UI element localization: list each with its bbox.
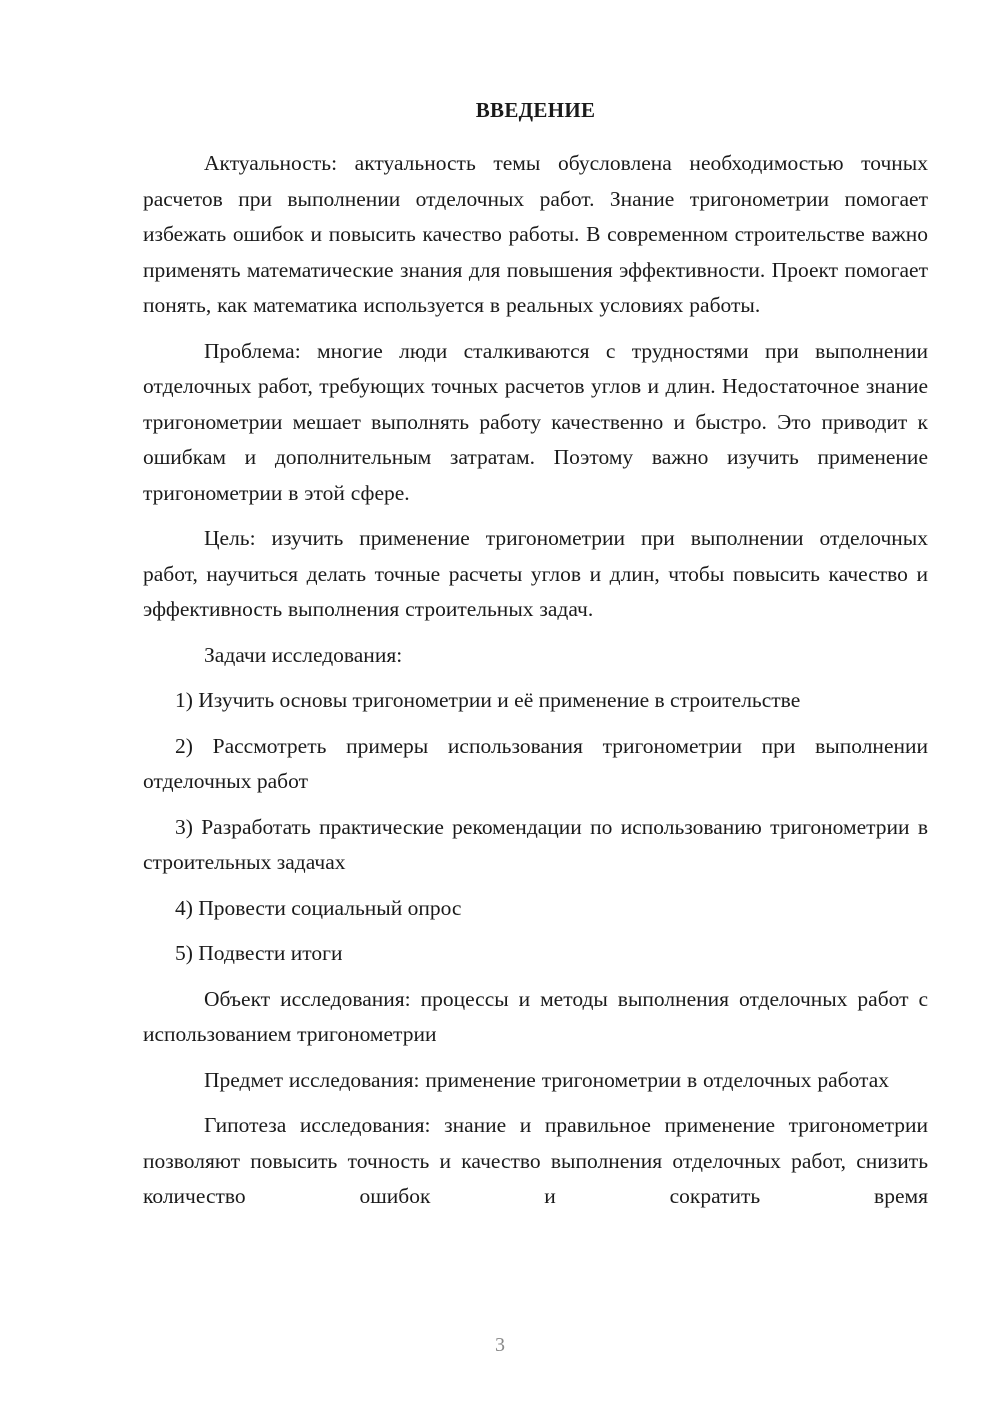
section-title: ВВЕДЕНИЕ	[475, 98, 596, 122]
paragraph-hypothesis: Гипотеза исследования: знание и правильное применение тригонометрии позволяют повысить точность и качество выполнения отделочных работ, снизить количество ошибок и сократить время	[143, 1113, 928, 1208]
paragraph-object: Объект исследования: процессы и методы выполнения отделочных работ с использованием тригонометрии	[143, 986, 928, 1046]
task-item-2: 2) Рассмотреть примеры использования тригонометрии при выполнении отделочных работ	[143, 733, 928, 793]
page-number: 3	[495, 1334, 505, 1356]
task-item-3: 3) Разработать практические рекомендации по использованию тригонометрии в строительных задачах	[143, 814, 928, 874]
paragraph-goal: Цель: изучить применение тригонометрии при выполнении отделочных работ, научиться делать точные расчеты углов и длин, чтобы повысить качество и эффективность выполнения строительных задач.	[143, 526, 928, 621]
task-item-4: 4) Провести социальный опрос	[175, 895, 462, 920]
tasks-heading: Задачи исследования:	[204, 642, 403, 667]
paragraph-problem: Проблема: многие люди сталкиваются с трудностями при выполнении отделочных работ, требующих точных расчетов углов и длин. Недостаточное знание тригонометрии мешает выполнять работу качественно и быстро. Это приводит к ошибкам и дополнительным затратам. Поэтому важно изучить применение тригонометрии в этой сфере.	[143, 338, 928, 505]
document-page	[143, 96, 928, 1225]
task-item-5: 5) Подвести итоги	[175, 941, 343, 965]
paragraph-relevance: Актуальность: актуальность темы обусловлена необходимостью точных расчетов при выполнении отделочных работ. Знание тригонометрии помогает избежать ошибок и повысить качество работы. В современном строительстве важно применять математические знания для повышения эффективности. Проект помогает понять, как математика используется в реальных условиях работы.	[143, 151, 928, 317]
paragraph-subject: Предмет исследования: применение тригонометрии в отделочных работах	[204, 1067, 889, 1092]
task-item-1: 1) Изучить основы тригонометрии и её применение в строительстве	[175, 688, 801, 712]
